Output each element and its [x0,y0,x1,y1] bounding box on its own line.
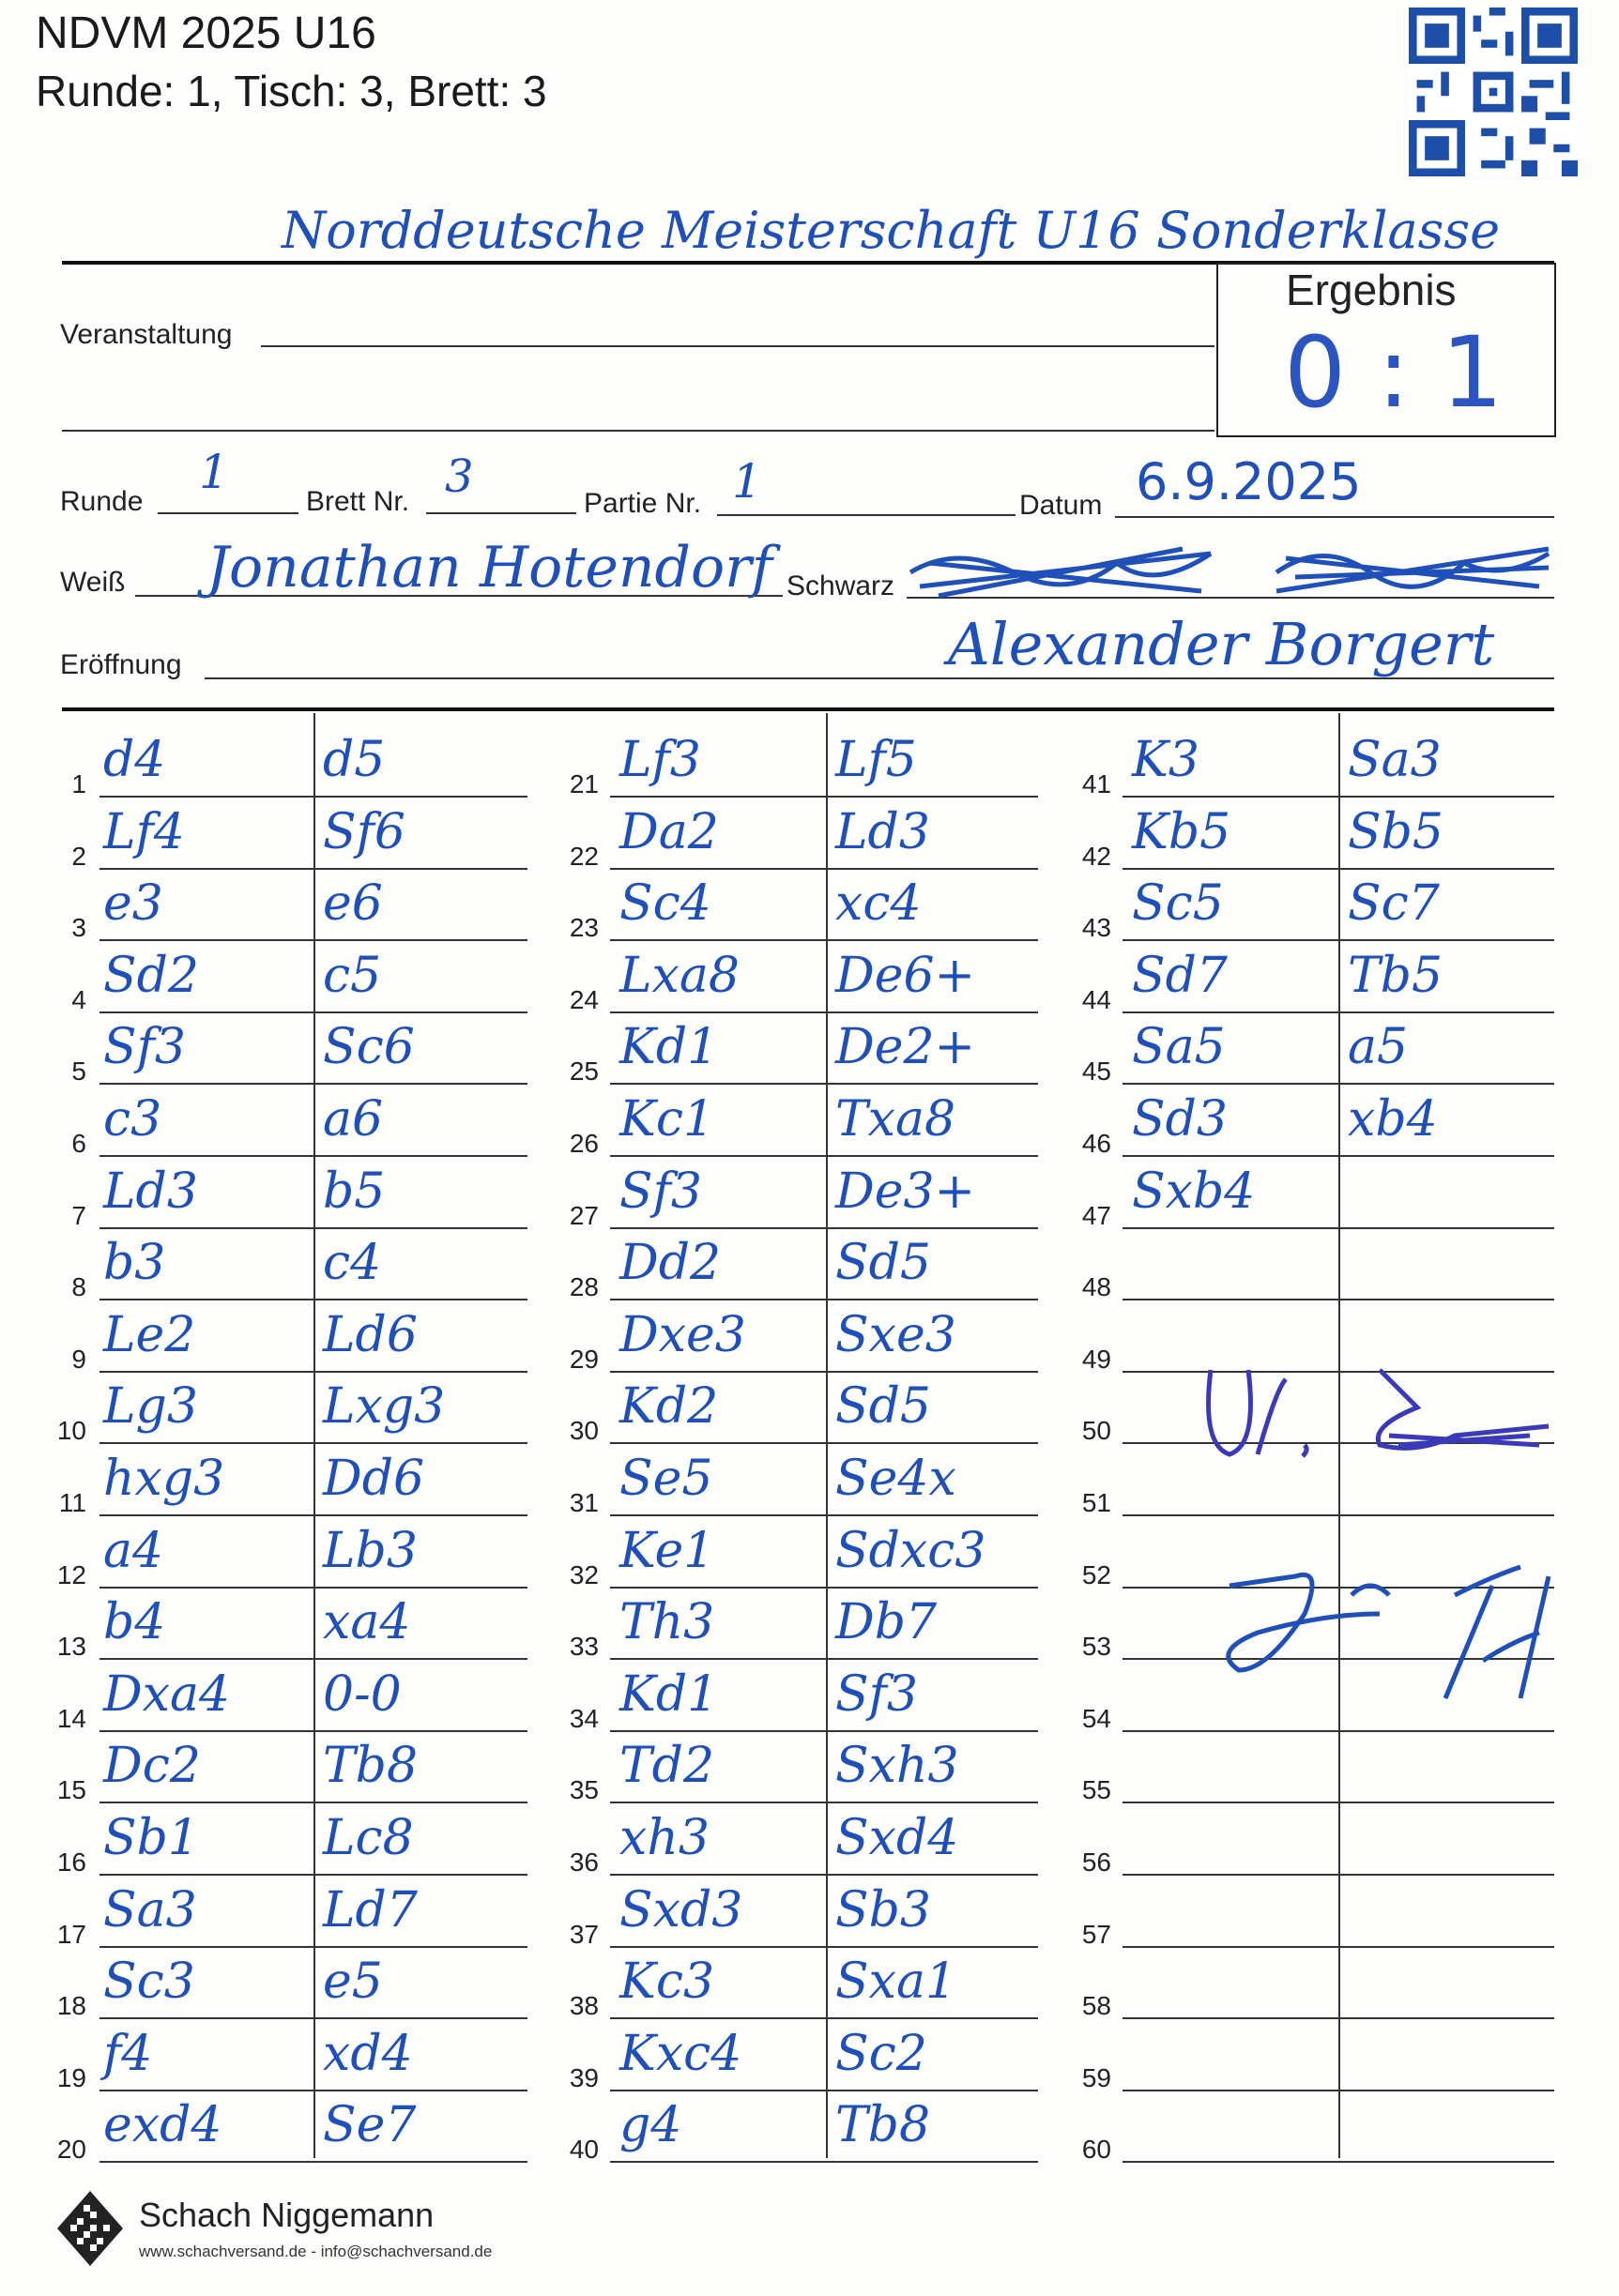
white-move: Se5 [619,1451,713,1507]
move-line [99,1083,527,1085]
black-move: b5 [323,1163,386,1220]
move-number: 26 [569,1129,599,1158]
move-line [99,1802,527,1803]
black-move: Sd5 [835,1235,931,1292]
move-number: 25 [569,1057,599,1087]
brand-contact: www.schachversand.de - info@schachversand.de [139,2243,493,2260]
move-number: 45 [1081,1057,1111,1087]
white-move: e3 [103,875,163,933]
move-line [1123,1155,1554,1157]
black-move: Sb3 [835,1881,931,1939]
black-move: De2+ [835,1019,976,1076]
white-move: g4 [619,2097,682,2154]
move-line [1123,796,1554,798]
move-line [1123,1299,1554,1300]
signature-black [1211,1558,1586,1717]
move-line [99,1514,527,1516]
move-number: 51 [1081,1488,1111,1517]
move-number: 54 [1081,1703,1111,1733]
move-number: 47 [1081,1200,1111,1230]
move-number: 50 [1081,1416,1111,1446]
move-number: 5 [71,1057,86,1087]
black-move: xd4 [323,2025,413,2082]
event-value: Norddeutsche Meisterschaft U16 Sonderklasse [282,201,1501,260]
move-line [610,1083,1038,1085]
white-move: Da2 [619,803,719,860]
move-line [610,2090,1038,2091]
move-line [610,1011,1038,1013]
white-move: Sf3 [103,1019,186,1076]
move-number: 34 [569,1703,599,1733]
white-move: Sa5 [1132,1019,1226,1076]
move-number: 30 [569,1416,599,1446]
move-line [610,1299,1038,1300]
move-number: 38 [569,1991,599,2021]
black-move: Tb8 [835,2097,931,2154]
black-move: Ld6 [323,1306,418,1363]
black-move: Sa3 [1348,732,1442,788]
move-number: 8 [71,1272,86,1302]
move-line [99,1658,527,1660]
move-line [610,1587,1038,1589]
move-line [99,1371,527,1373]
move-line [99,1442,527,1444]
move-line [610,1155,1038,1157]
move-line [610,1730,1038,1732]
board-label: Brett Nr. [306,486,410,517]
black-move: Dd6 [323,1451,425,1507]
opening-label: Eröffnung [60,649,182,680]
move-number: 29 [569,1344,599,1374]
white-move: a4 [103,1522,164,1579]
move-line [99,1227,527,1229]
white-move: Th3 [619,1594,715,1651]
move-line [610,2161,1038,2163]
result-value: 0 : 1 [1284,315,1504,430]
white-move: K3 [1132,732,1199,788]
move-line [610,1227,1038,1229]
white-move: c3 [103,1091,162,1148]
move-number: 52 [1081,1559,1111,1589]
white-move: Dxe3 [619,1306,746,1363]
move-line [1123,939,1554,941]
move-number: 27 [569,1200,599,1230]
white-move: hxg3 [103,1451,225,1507]
white-move: Sc5 [1132,875,1224,933]
move-number: 14 [56,1703,86,1733]
white-move: Kxc4 [619,2025,742,2082]
move-line [1123,2017,1554,2019]
white-move: Lf4 [103,803,185,860]
move-number: 35 [569,1775,599,1805]
black-move: Ld7 [323,1881,418,1939]
move-number: 20 [56,2135,86,2165]
move-number: 7 [71,1200,86,1230]
black-move: e5 [323,1954,383,2011]
white-move: Sa3 [103,1881,197,1939]
black-move: xa4 [323,1594,411,1651]
white-move: xh3 [619,1810,710,1866]
game-label: Partie Nr. [584,488,702,519]
white-move: Sxb4 [1132,1163,1256,1220]
white-move: Kc3 [619,1954,715,2011]
black-move: Sc2 [835,2025,927,2082]
move-line [610,2017,1038,2019]
move-number: 2 [71,841,86,871]
move-number: 36 [569,1847,599,1877]
move-number: 53 [1081,1632,1111,1662]
move-line [610,1371,1038,1373]
event-code: NDVM 2025 U16 [36,8,376,58]
result-label: Ergebnis [1286,266,1457,314]
black-move: Sf6 [323,803,405,860]
chess-logo-icon [53,2186,128,2271]
black-move: xb4 [1348,1091,1438,1148]
move-line [1123,2161,1554,2163]
black-move: e6 [323,875,383,933]
move-number: 4 [71,984,86,1014]
white-move: Td2 [619,1738,715,1795]
move-number: 6 [71,1129,86,1158]
round-info: Runde: 1, Tisch: 3, Brett: 3 [36,67,547,115]
move-line [99,2161,527,2163]
move-number: 49 [1081,1344,1111,1374]
move-line [99,1587,527,1589]
move-line [610,1946,1038,1948]
white-move: Sxd3 [619,1881,743,1939]
move-line [1123,1802,1554,1803]
black-move: Sxh3 [835,1738,959,1795]
move-number: 3 [71,913,86,943]
move-line [610,1802,1038,1803]
black-move: Sxa1 [835,1954,957,2011]
black-move: Sdxc3 [835,1522,986,1579]
white-move: b3 [103,1235,166,1292]
game-value: 1 [732,454,762,509]
white-move: Sd2 [103,947,199,1004]
white-move: Kd1 [619,1019,719,1076]
move-number: 11 [58,1488,86,1517]
move-number: 9 [71,1344,86,1374]
move-line [610,1442,1038,1444]
black-move: c5 [323,947,382,1004]
move-line [99,1011,527,1013]
black-move: c4 [323,1235,382,1292]
black-move: xc4 [835,875,922,933]
move-number: 57 [1081,1919,1111,1949]
event-label: Veranstaltung [60,319,233,350]
qr-code [1408,8,1579,176]
round-label: Runde [60,486,144,517]
black-move: Sc7 [1348,875,1440,933]
black-move: Sf3 [835,1665,918,1723]
move-number: 12 [56,1559,86,1589]
move-line [1123,1011,1554,1013]
move-number: 22 [569,841,599,871]
white-move: Sc4 [619,875,711,933]
white-move: Dxa4 [103,1665,231,1723]
move-line [99,1874,527,1876]
move-line [610,796,1038,798]
move-line [1123,2090,1554,2091]
black-move: Tb8 [323,1738,419,1795]
move-number: 33 [569,1632,599,1662]
move-line [99,939,527,941]
black-value: Alexander Borgert [948,610,1495,678]
signature-white [1192,1351,1567,1473]
black-move: Txa8 [835,1091,956,1148]
move-number: 17 [56,1919,86,1949]
move-line [1123,1730,1554,1732]
move-number: 19 [56,2062,86,2092]
black-move: d5 [323,732,386,788]
black-move: Lb3 [323,1522,418,1579]
black-move: Sb5 [1348,803,1443,860]
move-line [1123,1227,1554,1229]
white-move: exd4 [103,2097,222,2154]
move-line [99,796,527,798]
white-move: Dc2 [103,1738,201,1795]
crossed-out-scribble [901,535,1558,610]
white-move: Kc1 [619,1091,715,1148]
move-line [1123,1946,1554,1948]
black-move: Lxg3 [323,1378,446,1436]
white-value: Jonathan Hotendorf [206,535,772,601]
move-number: 60 [1081,2135,1111,2165]
white-move: Kd1 [619,1665,719,1723]
move-line [610,1874,1038,1876]
move-line [99,2017,527,2019]
move-number: 58 [1081,1991,1111,2021]
move-number: 59 [1081,2062,1111,2092]
move-line [1123,1874,1554,1876]
black-move: Lc8 [323,1810,414,1866]
move-number: 23 [569,913,599,943]
white-move: Sd7 [1132,947,1228,1004]
move-line [610,939,1038,941]
black-move: Tb5 [1348,947,1443,1004]
white-move: b4 [103,1594,166,1651]
move-line [1123,868,1554,870]
move-number: 43 [1081,913,1111,943]
move-number: 42 [1081,841,1111,871]
black-move: Sd5 [835,1378,931,1436]
black-move: Sc6 [323,1019,415,1076]
move-number: 1 [71,769,86,798]
move-number: 46 [1081,1129,1111,1158]
black-move: Ld3 [835,803,930,860]
black-move: 0-0 [323,1665,402,1723]
black-move: a5 [1348,1019,1409,1076]
white-move: Sd3 [1132,1091,1228,1148]
move-number: 15 [56,1775,86,1805]
move-line [99,1730,527,1732]
black-move: Db7 [835,1594,938,1651]
move-number: 56 [1081,1847,1111,1877]
move-number: 24 [569,984,599,1014]
move-line [99,1155,527,1157]
move-number: 37 [569,1919,599,1949]
move-line [610,1514,1038,1516]
move-line [99,1299,527,1300]
board-value: 3 [445,450,474,503]
white-label: Weiß [60,567,126,598]
black-move: Sxd4 [835,1810,959,1866]
white-move: Lf3 [619,732,701,788]
date-label: Datum [1019,490,1103,521]
move-number: 10 [56,1416,86,1446]
move-line [610,868,1038,870]
move-number: 48 [1081,1272,1111,1302]
move-line [99,868,527,870]
black-label: Schwarz [787,570,895,601]
round-value: 1 [199,445,229,499]
white-move: Sf3 [619,1163,702,1220]
move-number: 40 [569,2135,599,2165]
white-move: Lxa8 [619,947,740,1004]
black-move: Se4x [835,1451,956,1507]
brand-name: Schach Niggemann [139,2196,435,2234]
move-number: 41 [1081,769,1111,798]
move-line [1123,1083,1554,1085]
move-number: 28 [569,1272,599,1302]
move-number: 21 [569,769,599,798]
white-move: Lg3 [103,1378,198,1436]
black-move: Sxe3 [835,1306,956,1363]
white-move: Kd2 [619,1378,719,1436]
move-number: 32 [569,1559,599,1589]
move-number: 18 [56,1991,86,2021]
white-move: Dd2 [619,1235,722,1292]
white-move: f4 [103,2025,153,2082]
white-move: d4 [103,732,166,788]
white-move: Kb5 [1132,803,1231,860]
move-number: 55 [1081,1775,1111,1805]
white-move: Le2 [103,1306,196,1363]
black-move: Se7 [323,2097,417,2154]
white-move: Ke1 [619,1522,715,1579]
white-move: Ld3 [103,1163,198,1220]
move-line [610,1658,1038,1660]
move-number: 39 [569,2062,599,2092]
black-move: a6 [323,1091,384,1148]
move-number: 44 [1081,984,1111,1014]
white-move: Sb1 [103,1810,199,1866]
black-move: De3+ [835,1163,976,1220]
black-move: Lf5 [835,732,917,788]
move-line [99,2090,527,2091]
move-line [99,1946,527,1948]
move-number: 31 [569,1488,599,1517]
date-value: 6.9.2025 [1136,452,1362,511]
move-number: 16 [56,1847,86,1877]
move-line [1123,1514,1554,1516]
white-move: Sc3 [103,1954,195,2011]
black-move: De6+ [835,947,976,1004]
move-number: 13 [56,1632,86,1662]
